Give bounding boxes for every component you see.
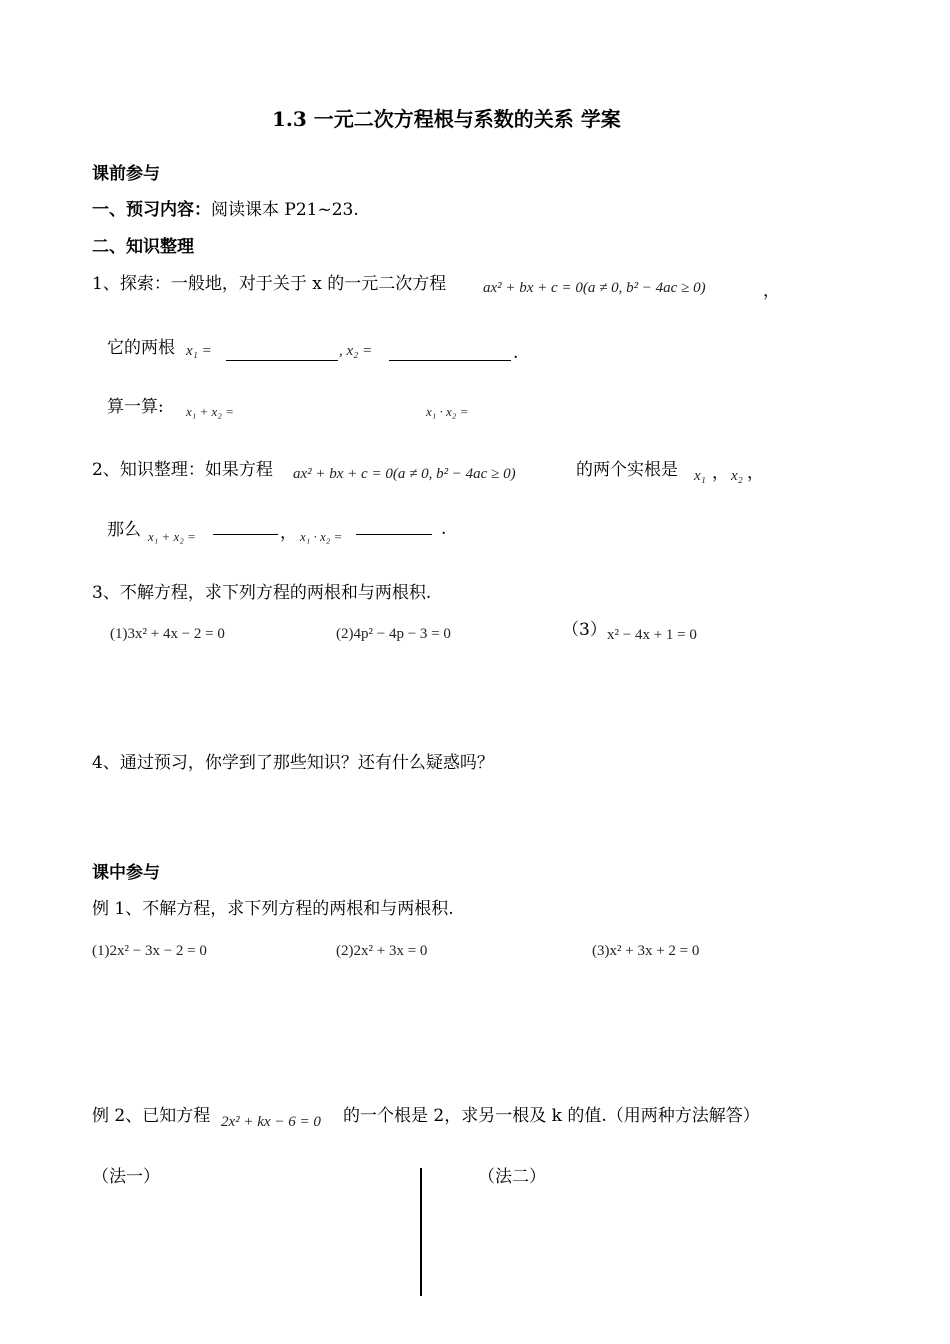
- question-3-text: 3、不解方程，求下列方程的两根和与两根积.: [92, 583, 432, 603]
- x2-answer-blank[interactable]: [389, 344, 511, 360]
- sum-answer-blank[interactable]: [213, 520, 278, 534]
- question-2-equation: ax² + bx + c = 0(a ≠ 0, b² − 4ac ≥ 0): [293, 466, 516, 482]
- question-1-comma: ，: [763, 281, 780, 301]
- question-4-text: 4、通过预习，你学到了那些知识？还有什么疑惑吗？: [92, 753, 494, 773]
- example-2-text: 例 2、已知方程: [92, 1106, 211, 1126]
- example-1-text: 例 1、不解方程，求下列方程的两根和与两根积.: [92, 899, 454, 919]
- product-answer-blank[interactable]: [356, 520, 432, 534]
- question-3-label-3: （3）: [562, 620, 607, 640]
- knowledge-heading: 二、知识整理: [92, 237, 194, 257]
- then-comma: ，: [280, 523, 297, 543]
- example-1-equation-1: (1)2x² − 3x − 2 = 0: [92, 943, 207, 959]
- question-2-x1: x₁: [694, 468, 706, 484]
- question-3-equation-3: x² − 4x + 1 = 0: [607, 627, 697, 643]
- method-divider: [420, 1168, 422, 1296]
- roots-label: 它的两根: [107, 338, 175, 358]
- question-3-equation-1: (1)3x² + 4x − 2 = 0: [110, 626, 225, 642]
- then-period: .: [441, 519, 447, 539]
- section-heading-pre: 课前参与: [92, 164, 160, 184]
- question-2-tail: 的两个实根是: [576, 460, 678, 480]
- preview-label: 一、预习内容：: [92, 200, 211, 220]
- x1-answer-blank[interactable]: [226, 344, 338, 360]
- preview-text: 阅读课本 P21~23.: [211, 200, 359, 220]
- example-1-equation-2: (2)2x² + 3x = 0: [336, 943, 428, 959]
- calc-product-expression: x₁ · x₂ =: [426, 404, 469, 419]
- calc-sum-expression: x₁ + x₂ =: [186, 404, 234, 419]
- example-2-equation: 2x² + kx − 6 = 0: [221, 1114, 321, 1130]
- then-product-expression: x₁ · x₂ =: [300, 529, 343, 544]
- method-1-label: （法一）: [92, 1167, 160, 1187]
- example-1-equation-3: (3)x² + 3x + 2 = 0: [592, 943, 700, 959]
- question-2-comma-2: ，: [747, 463, 764, 483]
- x2-expression: , x₂ =: [339, 343, 373, 359]
- then-label: 那么: [107, 520, 141, 540]
- question-1-text: 1、探索：一般地，对于关于 x 的一元二次方程: [92, 274, 447, 294]
- example-2-tail: 的一个根是 2，求另一根及 k 的值.（用两种方法解答）: [343, 1106, 760, 1126]
- roots-period: .: [513, 343, 519, 363]
- section-heading-mid: 课中参与: [92, 863, 160, 883]
- calc-label: 算一算:: [107, 397, 164, 417]
- question-2-x2: x₂: [731, 468, 743, 484]
- page-title: 1.3 一元二次方程根与系数的关系 学案: [272, 107, 621, 131]
- x1-expression: x₁ =: [186, 343, 212, 359]
- question-2-text: 2、知识整理：如果方程: [92, 460, 273, 480]
- then-sum-expression: x₁ + x₂ =: [148, 529, 196, 544]
- question-3-equation-2: (2)4p² − 4p − 3 = 0: [336, 626, 451, 642]
- method-2-label: （法二）: [478, 1167, 546, 1187]
- question-2-comma-1: ，: [712, 463, 729, 483]
- question-1-equation: ax² + bx + c = 0(a ≠ 0, b² − 4ac ≥ 0): [483, 280, 706, 296]
- preview-content: [92, 195, 359, 220]
